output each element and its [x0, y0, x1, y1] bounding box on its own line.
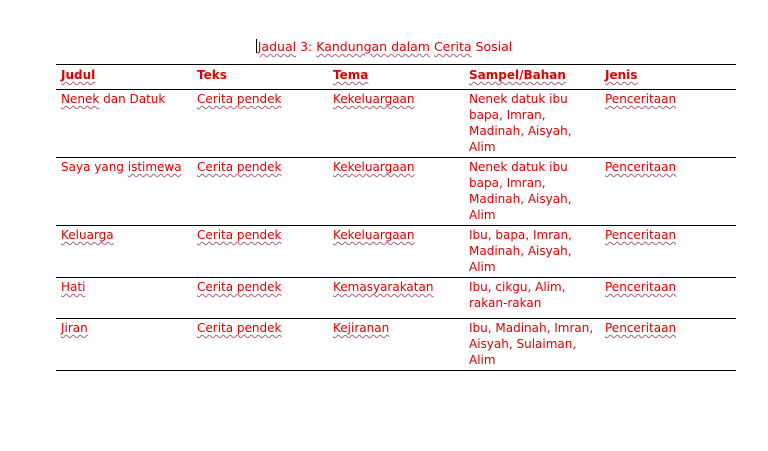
cell-tema: Kemasyarakatan — [333, 280, 434, 294]
cell-tema: Kejiranan — [333, 321, 390, 335]
cell-teks: Cerita pendek — [197, 92, 282, 106]
table-caption — [0, 39, 768, 54]
cell-judul: Saya yang istimewa — [61, 160, 182, 174]
cell-teks: Cerita pendek — [197, 160, 282, 174]
header-sampel-bahan: Sampel/Bahan — [469, 68, 566, 82]
caption-word-sosial: Sosial — [475, 39, 513, 54]
caption-word-cerita: Cerita — [433, 39, 472, 54]
cell-sampel: Nenek datuk ibu bapa, Imran, Madinah, Aisyah, Alim — [469, 160, 572, 222]
table-row — [56, 158, 736, 226]
cell-judul: Nenek dan Datuk — [61, 92, 166, 106]
text-cursor — [256, 39, 257, 53]
header-jenis: Jenis — [605, 68, 638, 82]
cell-jenis: Penceritaan — [605, 228, 677, 242]
cell-sampel: Ibu, cikgu, Alim, rakan-rakan — [469, 280, 566, 310]
table-header-row — [56, 65, 736, 90]
header-teks: Teks — [197, 68, 227, 82]
cell-jenis: Penceritaan — [605, 160, 677, 174]
cell-judul: Keluarga — [61, 228, 114, 242]
cell-teks: Cerita pendek — [197, 321, 282, 335]
content-table — [56, 64, 736, 371]
table-row — [56, 319, 736, 371]
header-tema: Tema — [333, 68, 369, 82]
cell-jenis: Penceritaan — [605, 280, 677, 294]
cell-judul: Hati — [61, 280, 86, 294]
caption-word-jadual: Jadual — [257, 39, 297, 54]
cell-tema: Kekeluargaan — [333, 160, 415, 174]
table-row — [56, 226, 736, 278]
cell-judul: Jiran — [61, 321, 88, 335]
header-judul: Judul — [61, 68, 96, 82]
cell-sampel: Nenek datuk ibu bapa, Imran, Madinah, Aisyah, Alim — [469, 92, 572, 154]
cell-tema: Kekeluargaan — [333, 228, 415, 242]
cell-jenis: Penceritaan — [605, 321, 677, 335]
caption-number: 3: — [300, 39, 313, 54]
cell-sampel: Ibu, bapa, Imran, Madinah, Aisyah, Alim — [469, 228, 572, 274]
table-row — [56, 90, 736, 158]
table-row — [56, 278, 736, 319]
cell-teks: Cerita pendek — [197, 280, 282, 294]
cell-jenis: Penceritaan — [605, 92, 677, 106]
cell-sampel: Ibu, Madinah, Imran, Aisyah, Sulaiman, Alim — [469, 321, 594, 367]
cell-tema: Kekeluargaan — [333, 92, 415, 106]
caption-word-kandungan: Kandungan dalam — [316, 39, 430, 54]
cell-teks: Cerita pendek — [197, 228, 282, 242]
